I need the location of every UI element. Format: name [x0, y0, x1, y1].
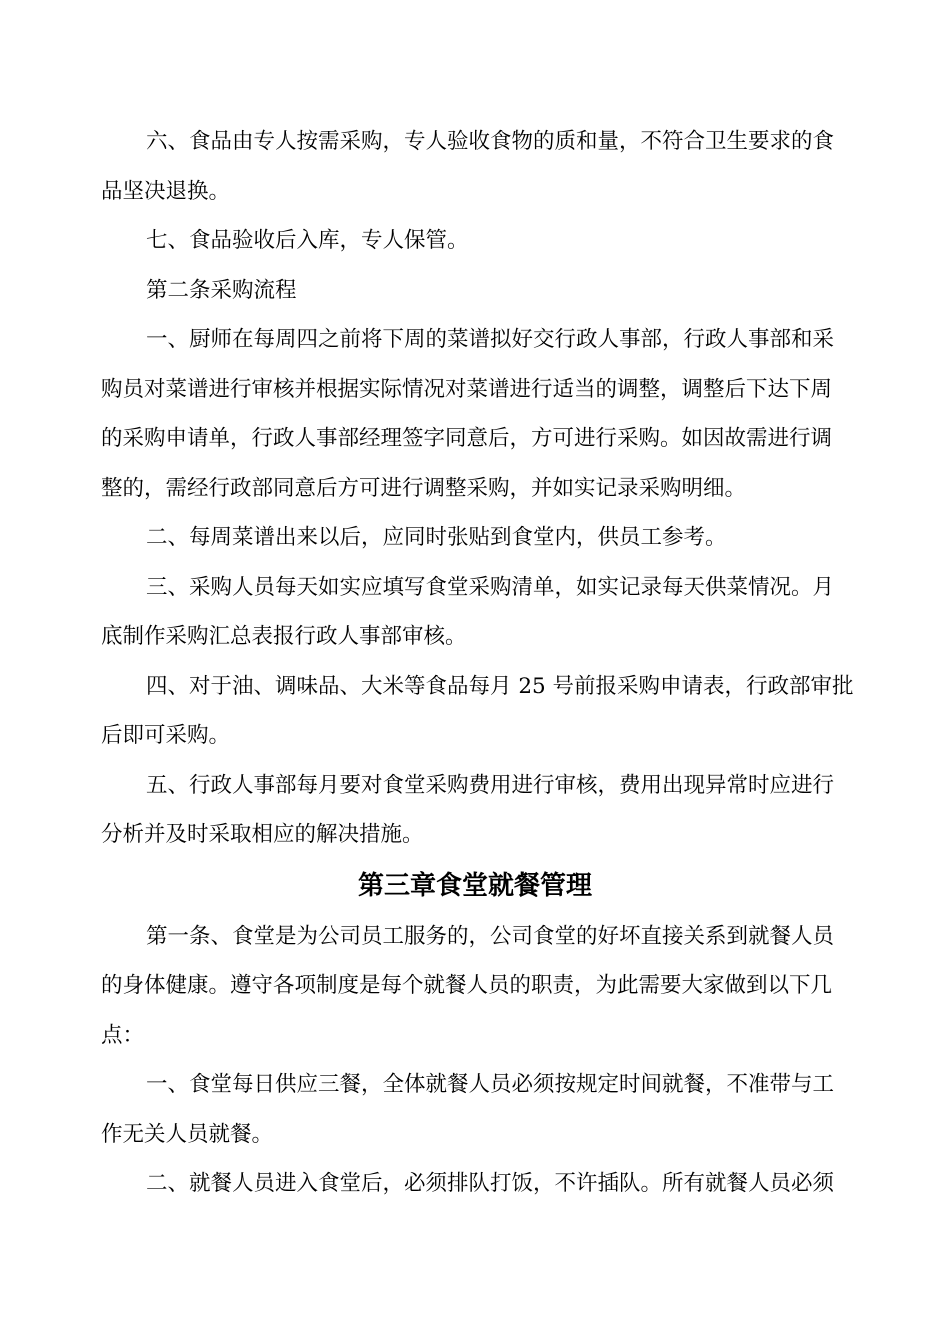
- paragraph-line: 五、行政人事部每月要对食堂采购费用进行审核，费用出现异常时应进行: [146, 773, 835, 798]
- paragraph-line: 购员对菜谱进行审核并根据实际情况对菜谱进行适当的调整，调整后下达下周: [101, 377, 833, 402]
- paragraph-line: 分析并及时采取相应的解决措施。: [101, 822, 424, 847]
- chapter-heading: 第三章食堂就餐管理: [357, 871, 592, 901]
- section-title: 第二条采购流程: [146, 278, 297, 303]
- paragraph-line: 四、对于油、调味品、大米等食品每月 25 号前报采购申请表，行政部审批: [146, 674, 854, 699]
- paragraph-line: 一、食堂每日供应三餐，全体就餐人员必须按规定时间就餐，不准带与工: [146, 1072, 835, 1097]
- paragraph-line: 底制作采购汇总表报行政人事部审核。: [101, 624, 467, 649]
- paragraph-line: 品坚决退换。: [101, 179, 231, 204]
- paragraph-line: 七、食品验收后入库，专人保管。: [146, 228, 469, 253]
- paragraph-line: 的身体健康。遵守各项制度是每个就餐人员的职责，为此需要大家做到以下几: [101, 973, 833, 998]
- paragraph-line: 六、食品由专人按需采购，专人验收食物的质和量，不符合卫生要求的食: [146, 129, 835, 154]
- paragraph-line: 一、厨师在每周四之前将下周的菜谱拟好交行政人事部，行政人事部和采: [146, 327, 835, 352]
- paragraph-line: 整的，需经行政部同意后方可进行调整采购，并如实记录采购明细。: [101, 476, 747, 501]
- paragraph-line: 后即可采购。: [101, 723, 231, 748]
- paragraph-line: 二、每周菜谱出来以后，应同时张贴到食堂内，供员工参考。: [146, 525, 727, 550]
- paragraph-line: 第一条、食堂是为公司员工服务的，公司食堂的好坏直接关系到就餐人员: [146, 924, 835, 949]
- paragraph-line: 三、采购人员每天如实应填写食堂采购清单，如实记录每天供菜情况。月: [146, 575, 835, 600]
- paragraph-line: 作无关人员就餐。: [101, 1122, 274, 1147]
- paragraph-line: 点：: [101, 1023, 145, 1048]
- paragraph-line: 的采购申请单，行政人事部经理签字同意后，方可进行采购。如因故需进行调: [101, 426, 833, 451]
- paragraph-line: 二、就餐人员进入食堂后，必须排队打饭，不许插队。所有就餐人员必须: [146, 1171, 835, 1196]
